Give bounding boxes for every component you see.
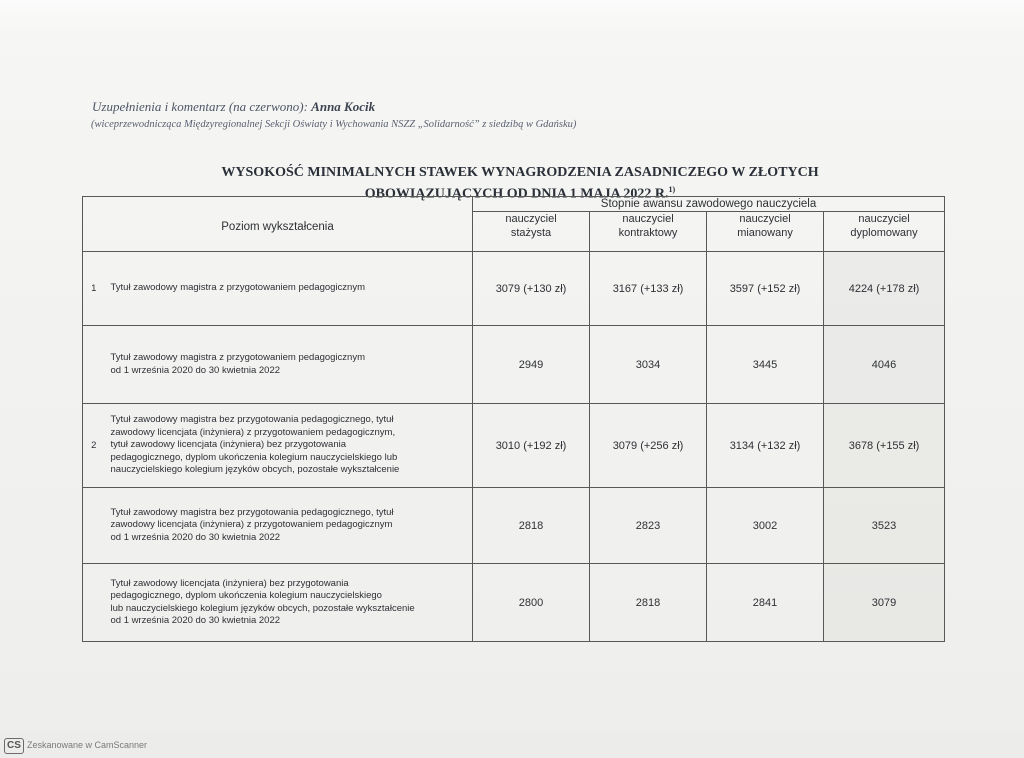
description-line: od 1 września 2020 do 30 kwietnia 2022 — [110, 615, 281, 626]
scanner-footer — [0, 732, 1024, 758]
salary-cell-grade-2: 3597 (+152 zł) — [707, 252, 824, 326]
salary-cell-grade-1: 3079 (+256 zł) — [590, 404, 707, 488]
salary-table — [82, 196, 945, 642]
document-title-line2-text: OBOWIĄZUJĄCYCH OD DNIA 1 MAJA 2022 R. — [364, 186, 669, 202]
header-grade-line: stażysta — [510, 227, 552, 239]
description-line: lub nauczycielskiego kolegium języków obcych, pozostałe wykształcenie — [110, 602, 415, 614]
header-grade-line: nauczyciel — [858, 213, 910, 225]
header-promotion-grades: Stopnie awansu zawodowego nauczyciela — [473, 197, 945, 212]
description-line: Tytuł zawodowy magistra z przygotowaniem pedagogicznym — [110, 282, 366, 294]
description-line: Tytuł zawodowy magistra bez przygotowania pedagogicznego, tytuł — [110, 414, 394, 426]
table-row — [83, 252, 945, 326]
description-line: Tytuł zawodowy magistra z przygotowaniem pedagogicznym — [110, 352, 366, 363]
description-line: zawodowy licencjata (inżyniera) z przygotowaniem pedagogicznym — [110, 519, 393, 531]
row-education-description — [105, 488, 473, 564]
salary-cell-grade-3: 3678 (+155 zł) — [824, 404, 945, 488]
description-line: od 1 września 2020 do 30 kwietnia 2022 — [110, 364, 281, 376]
salary-cell-grade-3: 4046 — [824, 326, 945, 404]
header-grade-line: nauczyciel — [739, 213, 791, 225]
table-row — [83, 326, 945, 404]
header-grade-2 — [707, 212, 824, 252]
description-line: pedagogicznego, dyplom ukończenia kolegium nauczycielskiego lub — [110, 451, 398, 463]
salary-cell-grade-0: 3010 (+192 zł) — [473, 404, 590, 488]
table-row — [83, 404, 945, 488]
salary-cell-grade-1: 2818 — [590, 564, 707, 642]
document-title-line1: WYSOKOŚĆ MINIMALNYCH STAWEK WYNAGRODZENIA ZASADNICZEGO W ZŁOTYCH — [221, 165, 819, 180]
salary-cell-grade-2: 3445 — [707, 326, 824, 404]
row-education-description — [105, 326, 473, 404]
header-grade-3 — [824, 212, 945, 252]
table-row — [83, 488, 945, 564]
page-top-margin — [0, 0, 1024, 45]
salary-cell-grade-2: 3002 — [707, 488, 824, 564]
comment-note-affiliation: (wiceprzewodnicząca Międzyregionalnej Sekcji Oświaty i Wychowania NSZZ „Solidarność” z siedzibą w Gdańsku) — [91, 119, 577, 130]
title-footnote-mark: 1) — [668, 185, 676, 194]
salary-cell-grade-2: 2841 — [707, 564, 824, 642]
salary-cell-grade-0: 2949 — [473, 326, 590, 404]
comment-note — [92, 99, 375, 115]
header-grade-0 — [473, 212, 590, 252]
salary-cell-grade-3: 4224 (+178 zł) — [824, 252, 945, 326]
row-number — [83, 564, 105, 642]
salary-cell-grade-3: 3523 — [824, 488, 945, 564]
salary-cell-grade-3: 3079 — [824, 564, 945, 642]
description-line: Tytuł zawodowy magistra bez przygotowania pedagogicznego, tytuł — [110, 506, 394, 518]
salary-cell-grade-1: 3034 — [590, 326, 707, 404]
comment-note-author: Anna Kocik — [311, 99, 376, 114]
row-number — [83, 488, 105, 564]
salary-cell-grade-0: 2818 — [473, 488, 590, 564]
header-grade-line: kontraktowy — [618, 227, 678, 239]
salary-cell-grade-1: 2823 — [590, 488, 707, 564]
row-education-description — [105, 252, 473, 326]
camscanner-logo: CS — [4, 738, 24, 754]
salary-cell-grade-1: 3167 (+133 zł) — [590, 252, 707, 326]
header-grade-1 — [590, 212, 707, 252]
header-grade-line: dyplomowany — [850, 227, 918, 239]
table-row — [83, 564, 945, 642]
description-line: pedagogicznego, dyplom ukończenia kolegium nauczycielskiego — [110, 590, 382, 601]
row-number — [83, 326, 105, 404]
camscanner-watermark-text: Zeskanowane w CamScanner — [27, 740, 148, 750]
description-line: Tytuł zawodowy licencjata (inżyniera) bez przygotowania — [110, 577, 349, 589]
header-grade-line: mianowany — [737, 227, 793, 239]
description-line: nauczycielskiego kolegium języków obcych, pozostałe wykształcenie — [110, 464, 400, 476]
row-number: 2 — [83, 404, 105, 488]
row-education-description — [105, 564, 473, 642]
salary-cell-grade-0: 3079 (+130 zł) — [473, 252, 590, 326]
description-line: zawodowy licencjata (inżyniera) z przygotowaniem pedagogicznym, — [110, 426, 396, 438]
row-number: 1 — [83, 252, 105, 326]
header-grade-line: nauczyciel — [622, 213, 674, 225]
comment-note-prefix: Uzupełnienia i komentarz (na czerwono): — [92, 99, 308, 114]
salary-cell-grade-2: 3134 (+132 zł) — [707, 404, 824, 488]
description-line: od 1 września 2020 do 30 kwietnia 2022 — [110, 531, 281, 543]
header-education-level: Poziom wykształcenia — [83, 197, 473, 252]
description-line: tytuł zawodowy licencjata (inżyniera) bez przygotowania — [110, 439, 347, 451]
row-education-description — [105, 404, 473, 488]
header-grade-line: nauczyciel — [505, 213, 557, 225]
salary-cell-grade-0: 2800 — [473, 564, 590, 642]
